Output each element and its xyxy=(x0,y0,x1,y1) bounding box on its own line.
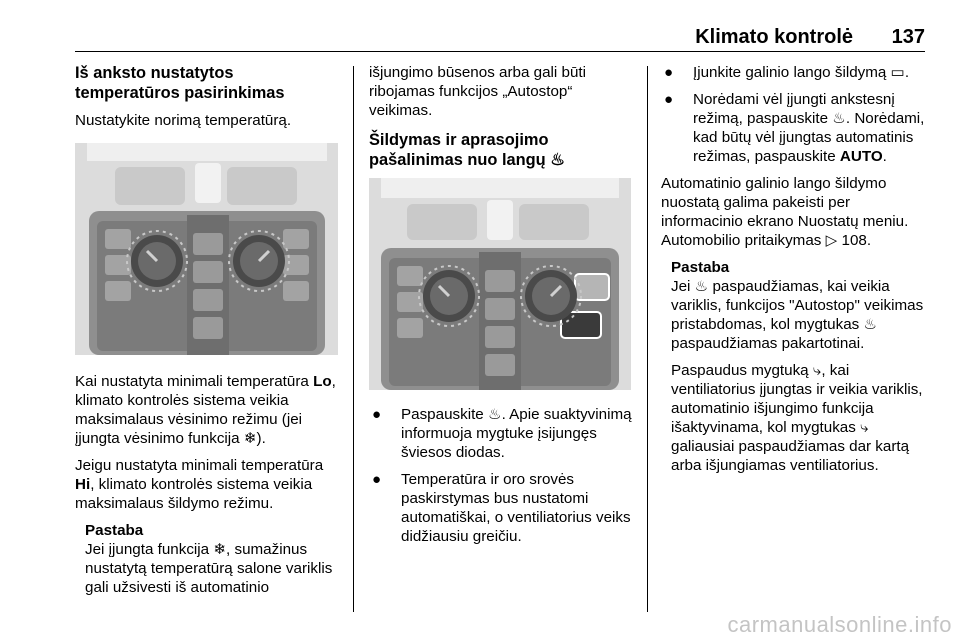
column-1-lower xyxy=(75,372,343,597)
bullet-icon: ● xyxy=(664,91,674,108)
note-text: Jei įjungta funkcija ❄, sumažinus nustatytą temperatūrą salone variklis gali užsivesti iš automatinio xyxy=(85,541,333,596)
note-heading: Pastaba xyxy=(85,522,144,539)
note-heading: Pastaba xyxy=(671,259,730,276)
watermark: carmanualsonline.info xyxy=(727,612,952,637)
page-number: 137 xyxy=(891,26,925,48)
climate-panel-photo xyxy=(75,143,338,355)
continued-text: išjungimo būsenos arba gali būti ribojamas funkcijos „Autostop“ veikimas. xyxy=(369,64,586,119)
note-text: Jei ♨ paspaudžiamas, kai veikia variklis, funkcijos "Autostop" veikimas pristabdomas, kol mygtukas ♨ paspaudžiamas pakartotinai. xyxy=(671,278,924,352)
list-item: ● Įjunkite galinio lango šildymą ▭. xyxy=(664,64,910,81)
note-block xyxy=(75,521,343,597)
paragraph-settings: Automatinio galinio lango šildymo nuostatą galima pakeisti per informacinio ekrano Nuostatų meniu. Automobilio pritaikymas ▷ 108. xyxy=(661,175,909,249)
column-3 xyxy=(661,63,929,475)
defrost-panel-photo xyxy=(369,178,631,390)
column-2-lower xyxy=(369,405,634,546)
page-header xyxy=(75,20,925,52)
section-heading-defrost: Šildymas ir aprasojimo pašalinimas nuo langų ♨ xyxy=(369,131,565,169)
section-heading: Iš anksto nustatytos temperatūros pasirinkimas xyxy=(75,64,285,102)
note-block xyxy=(661,258,929,475)
intro-text: Nustatykite norimą temperatūrą. xyxy=(75,112,292,129)
column-2 xyxy=(369,63,634,170)
page-title: Klimato kontrolė xyxy=(695,26,853,48)
column-1 xyxy=(75,63,343,130)
paragraph-hi: Jeigu nustatyta minimali temperatūra Hi, klimato kontrolės sistema veikia maksimalaus šildymo režimu. xyxy=(75,457,324,512)
paragraph-lo: Kai nustatyta minimali temperatūra Lo, klimato kontrolės sistema veikia maksimalaus vėsinimo režimu (jei įjungta vėsinimo funkcija ❄). xyxy=(75,373,336,447)
list-item: ● Temperatūra ir oro srovės paskirstymas bus nustatomi automatiškai, o ventiliatorius veiks didžiausiu greičiu. xyxy=(372,471,631,545)
column-divider xyxy=(647,66,648,612)
bullet-icon: ● xyxy=(372,471,382,488)
list-item: ● Norėdami vėl įjungti ankstesnį režimą, paspauskite ♨. Norėdami, kad būtų vėl įjungtas automatinis režimas, paspauskite AUTO. xyxy=(664,91,925,165)
list-item: ● Paspauskite ♨. Apie suaktyvinimą informuoja mygtuke įsijungęs šviesos diodas. xyxy=(372,406,632,461)
bullet-icon: ● xyxy=(664,64,674,81)
note-text: Paspaudus mygtuką ⤷, kai ventiliatorius įjungtas ir veikia variklis, automatinio išjungimo funkcija išaktyvinama, kol mygtukas ⤷ galiausiai paspaudžiamas dar kartą arba išjungiamas ventiliatorius. xyxy=(671,362,923,474)
column-divider xyxy=(353,66,354,612)
bullet-icon: ● xyxy=(372,406,382,423)
